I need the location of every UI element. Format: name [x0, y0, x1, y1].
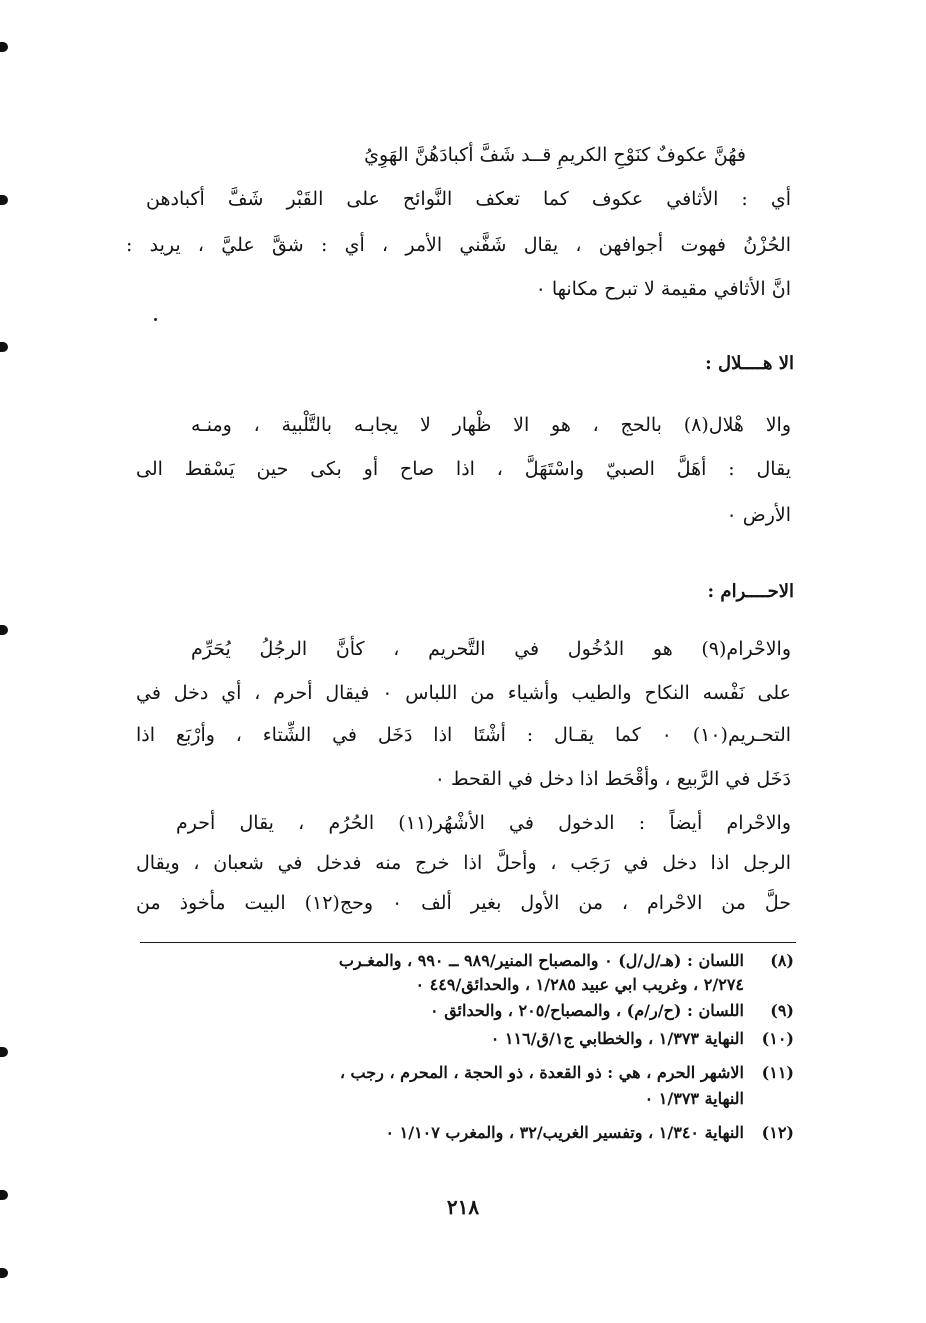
- body-text-line: الرجل اذا دخل في رَجَب ، وأحلَّ اذا خرج منه فدخل في شعبان ، ويقال: [136, 852, 791, 874]
- footnote-11-continued: [645, 1088, 794, 1110]
- footnote-number: (١٢): [761, 1123, 794, 1142]
- body-text-line: أي : الأثافي عكوف كما تعكف النَّوائح على القَبْر شَفَّ أكبادهن: [146, 188, 791, 210]
- body-text-line: دَخَل في الرَّبيع ، وأقْحَط اذا دخل في القحط ٠: [434, 768, 791, 790]
- body-text-line: التحـريم(١٠) ٠ كما يقـال : أشْتَا اذا دَخَل في الشِّتاء ، وأرْبَع اذا: [136, 724, 792, 746]
- stray-dot: [154, 318, 157, 321]
- footnote-text: اللسان : (ح/ر/م) ، والمصباح/٢٠٥ ، والحدائق ٠: [430, 1001, 744, 1020]
- body-text-line: والاحْرام(٩) هو الدُخُول في التَّحريم ، كأنَّ الرجُلُ يُحَرِّم: [191, 638, 791, 660]
- footnote-text: اللسان : (هـ/ل/ل) ٠ والمصباح المنير/٩٨٩ ــ ٩٩٠ ، والمغـرب: [338, 951, 744, 970]
- binding-mark: [0, 1047, 8, 1057]
- binding-mark: [0, 42, 8, 52]
- footnote-8-continued: [416, 974, 795, 996]
- body-text-line: الحُزْنُ فهوت أجوافهن ، يقال شَفَّني الأمر ، أي : شقَّ عليَّ ، يريد :: [126, 234, 791, 256]
- footnote-number: (٨): [770, 951, 794, 970]
- body-text-line: على نَفْسه النكاح والطيب وأشياء من اللباس ٠ فيقال أحرم ، أي دخل في: [136, 682, 791, 704]
- poem-verse-line: فهُنَّ عكوفٌ كنَوْحِ الكريمِ قــد شَفَّ أكبادَهُنَّ الهَوِيُ: [364, 144, 746, 166]
- body-text-line: والا هْلال(٨) بالحج ، هو الا ظْهار لا يجابـه بالتَّلْبية ، ومنـه: [191, 414, 791, 436]
- footnote-text: ٢/٢٧٤ ، وغريب ابي عبيد ١/٢٨٥ ، والحدائق/٤٤٩ ٠: [415, 975, 744, 994]
- body-text-line: يقال : أهَلَّ الصبيّ واسْتَهَلَّ ، اذا صاح أو بكى حين يَسْقط الى: [136, 458, 791, 480]
- footnote-text: النهاية ١/٣٧٣ ٠: [644, 1089, 744, 1108]
- footnote-10: [491, 1028, 794, 1050]
- footnote-text: النهاية ١/٣٧٣ ، والخطابي ج١/ق/١١٦ ٠: [490, 1029, 744, 1048]
- binding-mark: [0, 1268, 8, 1278]
- footnote-12: [385, 1122, 794, 1144]
- section-heading-ihram: الاحــــرام :: [707, 581, 794, 602]
- binding-mark: [0, 342, 8, 352]
- body-text-line: حلَّ من الاحْرام ، من الأول بغير ألف ٠ وحج(١٢) البيت مأخوذ من: [136, 892, 791, 914]
- footnote-separator: [140, 942, 796, 943]
- footnote-9: [430, 1000, 794, 1022]
- body-text-line: الأرض ٠: [726, 504, 791, 526]
- footnote-11: [340, 1062, 794, 1084]
- body-text-line: والاحْرام أيضاً : الدخول في الأشْهُر(١١) الحُرُم ، يقال أحرم: [176, 812, 792, 834]
- page-number: ٢١٨: [446, 1195, 480, 1219]
- footnote-text: الاشهر الحرم ، هي : ذو القعدة ، ذو الحجة ، المحرم ، رجب ،: [339, 1063, 744, 1082]
- footnote-8: [339, 950, 794, 972]
- footnote-number: (١١): [761, 1063, 794, 1082]
- footnote-number: (٩): [770, 1001, 794, 1020]
- binding-mark: [0, 625, 8, 635]
- footnote-text: النهاية ١/٣٤٠ ، وتفسير الغريب/٣٢ ، والمغرب ١/١٠٧ ٠: [385, 1123, 744, 1142]
- binding-mark: [0, 195, 8, 205]
- section-heading-ihlal: الا هــــلال :: [705, 353, 794, 374]
- footnote-number: (١٠): [761, 1029, 794, 1048]
- body-text-line: انَّ الأثافي مقيمة لا تبرح مكانها ٠: [535, 278, 791, 300]
